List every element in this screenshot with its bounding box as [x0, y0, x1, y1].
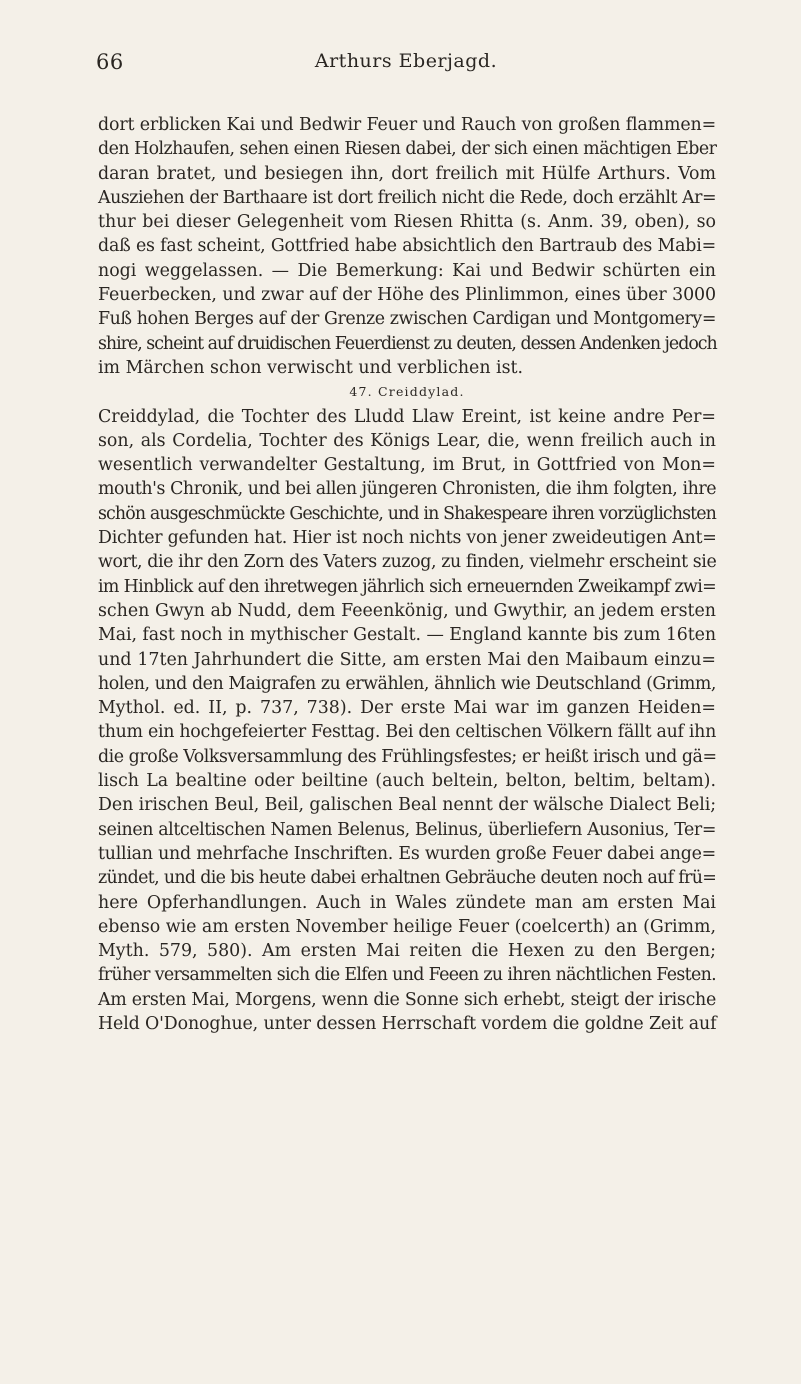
text-line: Ausziehen der Barthaare ist dort freilich nicht die Rede, doch erzählt Ar=: [98, 187, 717, 208]
text-line: ebenso wie am ersten November heilige Feuer (coelcerth) an (Grimm,: [98, 916, 716, 937]
section-heading: 47. Creiddylad.: [349, 384, 465, 400]
text-line: nogi weggelassen. — Die Bemerkung: Kai und Bedwir schürten ein: [98, 260, 716, 281]
text-line: wesentlich verwandelter Gestaltung, im Brut, in Gottfried von Mon=: [98, 455, 716, 476]
text-line: Am ersten Mai, Morgens, wenn die Sonne sich erhebt, steigt der irische: [98, 989, 716, 1010]
text-line: Fuß hohen Berges auf der Grenze zwischen Cardigan und Montgomery=: [98, 309, 716, 330]
text-line: schön ausgeschmückte Geschichte, und in Shakespeare ihren vorzüglichsten: [98, 503, 716, 524]
text-line: Mai, fast noch in mythischer Gestalt. — England kannte bis zum 16ten: [98, 625, 716, 646]
text-line: mouth's Chronik, und bei allen jüngeren Chronisten, die ihm folgten, ihre: [98, 479, 717, 500]
text-line: Mythol. ed. II, p. 737, 738). Der erste Mai war im ganzen Heiden=: [98, 698, 716, 719]
text-line: Creiddylad, die Tochter des Lludd Llaw Ereint, ist keine andre Per=: [98, 406, 716, 427]
paragraph-creiddylad: [98, 405, 716, 1037]
text-line: holen, und den Maigrafen zu erwählen, ähnlich wie Deutschland (Grimm,: [98, 673, 716, 694]
text-line: lisch La bealtine oder beiltine (auch beltein, belton, beltim, beltam).: [98, 771, 716, 792]
text-line: und 17ten Jahrhundert die Sitte, am ersten Mai den Maibaum einzu=: [98, 649, 716, 670]
text-line: Feuerbecken, und zwar auf der Höhe des Plinlimmon, eines über 3000: [98, 285, 716, 306]
text-line: Held O'Donoghue, unter dessen Herrschaft vordem die goldne Zeit auf: [98, 1013, 717, 1034]
text-line: schen Gwyn ab Nudd, dem Feeenkönig, und Gwythir, an jedem ersten: [98, 600, 716, 621]
text-line: seinen altceltischen Namen Belenus, Belinus, überliefern Ausonius, Ter=: [98, 819, 716, 840]
text-line: dort erblicken Kai und Bedwir Feuer und Rauch von großen flammen=: [98, 115, 716, 135]
text-line: Myth. 579, 580). Am ersten Mai reiten die Hexen zu den Bergen;: [98, 941, 716, 962]
text-line: im Hinblick auf den ihretwegen jährlich sich erneuernden Zweikampf zwi=: [98, 576, 716, 597]
text-line: Dichter gefunden hat. Hier ist noch nichts von jener zweideutigen Ant=: [98, 528, 717, 549]
text-line: shire, scheint auf druidischen Feuerdienst zu deuten, dessen Andenken jedoch: [98, 333, 717, 354]
text-line: die große Volksversammlung des Frühlingsfestes; er heißt irisch und gä=: [98, 746, 717, 767]
text-line: Den irischen Beul, Beil, galischen Beal nennt der wälsche Dialect Beli;: [98, 795, 716, 816]
text-line: daß es fast scheint, Gottfried habe absichtlich den Bartraub des Mabi=: [98, 236, 716, 257]
text-line: zündet, und die bis heute dabei erhaltnen Gebräuche deuten noch auf frü=: [98, 868, 717, 889]
running-title: Arthurs Eberjagd.: [314, 50, 498, 72]
paragraph-eber-feuer: [98, 113, 716, 380]
text-line: thur bei dieser Gelegenheit vom Riesen Rhitta (s. Anm. 39, oben), so: [98, 212, 716, 233]
body-text: [98, 113, 716, 1036]
page-number: 66: [96, 50, 124, 74]
text-line: daran bratet, und besiegen ihn, dort freilich mit Hülfe Arthurs. Vom: [98, 163, 716, 184]
text-line: here Opferhandlungen. Auch in Wales zündete man am ersten Mai: [98, 892, 716, 913]
text-line: wort, die ihr den Zorn des Vaters zuzog, zu finden, vielmehr erscheint sie: [98, 552, 717, 573]
text-line: tullian und mehrfache Inschriften. Es wurden große Feuer dabei ange=: [98, 843, 716, 864]
text-line: thum ein hochgefeierter Festtag. Bei den celtischen Völkern fällt auf ihn: [98, 722, 716, 743]
text-line: den Holzhaufen, sehen einen Riesen dabei, der sich einen mächtigen Eber: [98, 139, 717, 160]
text-line: früher versammelten sich die Elfen und Feeen zu ihren nächtlichen Festen.: [98, 965, 716, 986]
page-header: [96, 50, 716, 80]
text-line: son, als Cordelia, Tochter des Königs Lear, die, wenn freilich auch in: [98, 430, 716, 451]
text-line: im Märchen schon verwischt und verblichen ist.: [98, 357, 524, 378]
